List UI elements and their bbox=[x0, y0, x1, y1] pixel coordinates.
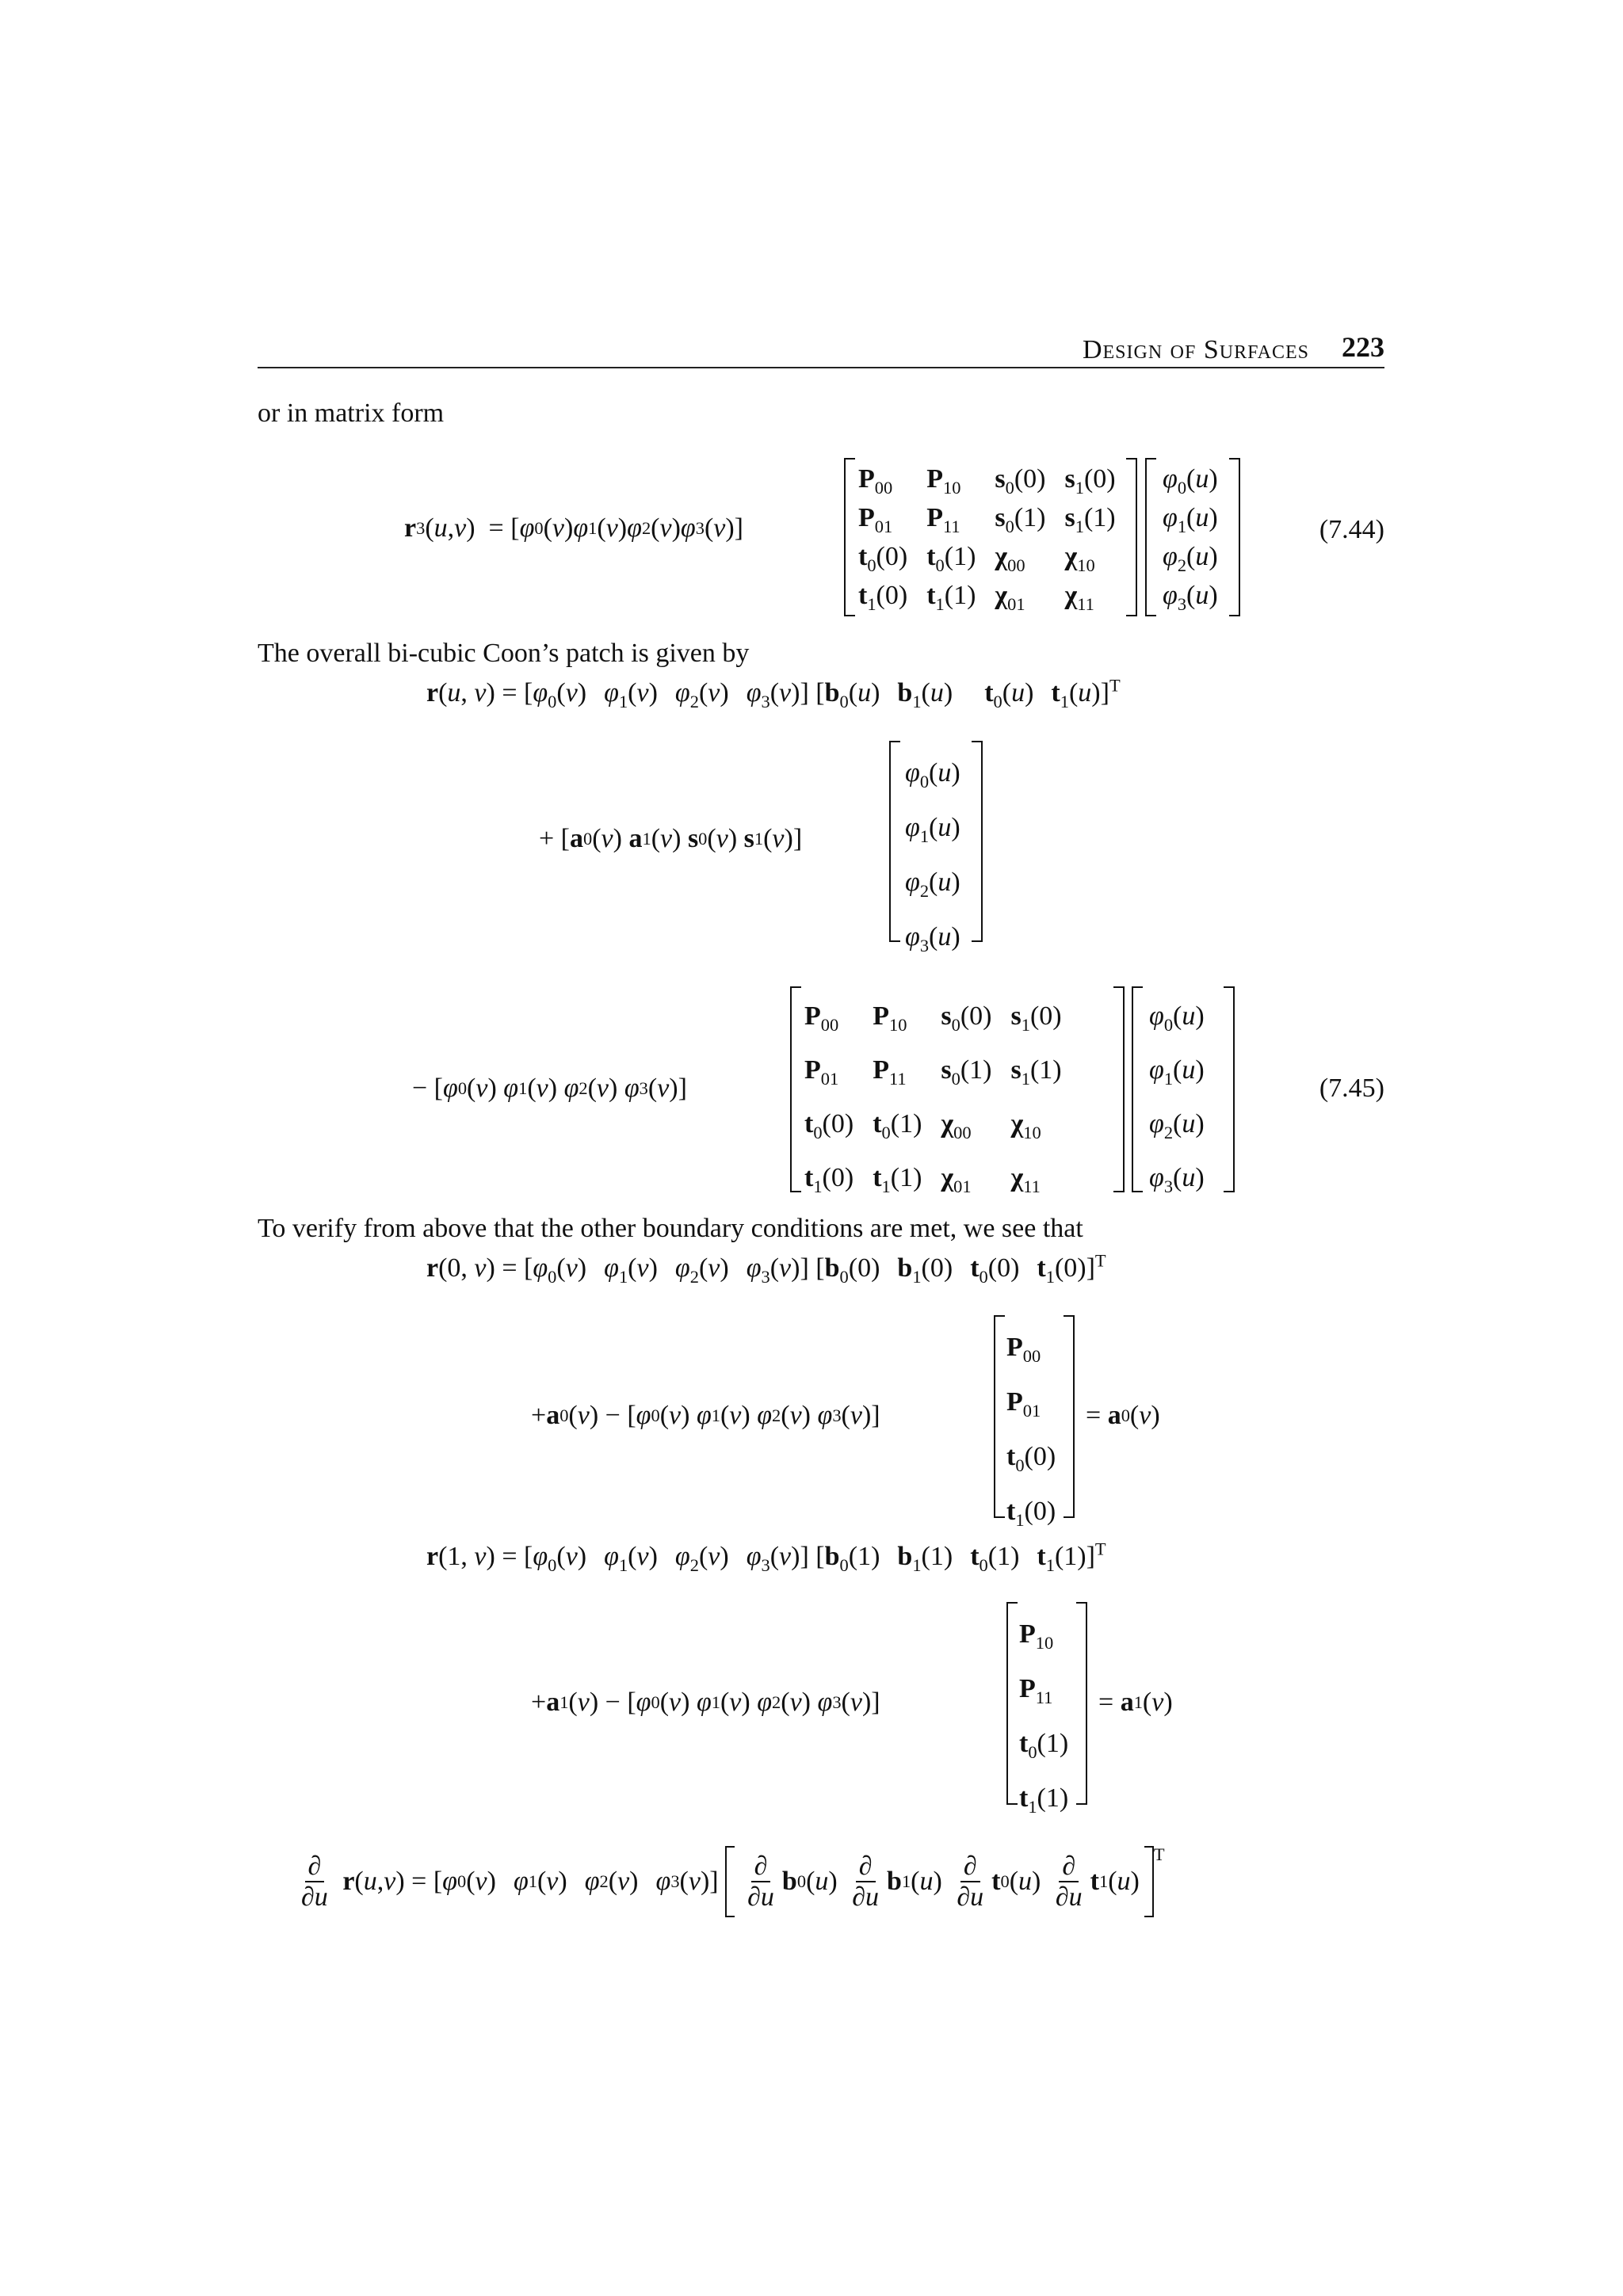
verify-intro: To verify from above that the other boundary conditions are met, we see that bbox=[258, 1214, 1083, 1243]
boundary-vector-u0: $P_{00}$ $P_{01}$ $t_0(0)$ $t_1(0)$ bbox=[994, 1315, 1075, 1518]
equation-r0v-line-1: r(0, $v) = [\varphi_0(v)$ $\varphi_1(v)$ $\varphi_2(v)$ $\varphi_3(v)$] [$b_0(0)$ $b_1(0)$ $t_0(0)$ $t_1(0)]^T$ bbox=[426, 1250, 1106, 1287]
running-title: Design of Surfaces bbox=[1082, 335, 1309, 364]
matrix-form-intro: or in matrix form bbox=[258, 399, 445, 428]
corner-matrix-744: $P_{00}$ $P_{10}$ $s_0(0)$ $s_1(0)$ $P_{01}$ $P_{11}$ $s_0(1)$ $s_1(1)$ $t_0(0)$ $t_0(1)$ $\chi_{00}$ $\chi_{10}$ $t_1(0)$ $t_1(1)$ $\chi_{01}$ $\chi_{11}$ bbox=[844, 458, 1137, 616]
corner-matrix-745: $P_{00}$ $P_{10}$ $s_0(0)$ $s_1(0)$ $P_{01}$ $P_{11}$ $s_0(1)$ $s_1(1)$ $t_0(0)$ $t_0(1)$ $\chi_{00}$ $\chi_{10}$ $t_1(0)$ $t_1(1)$ $\chi_{01}$ $\chi_{11}$ bbox=[790, 986, 1125, 1192]
running-header bbox=[258, 329, 1384, 368]
phi-u-vector-745a: $\varphi_0(u)$ $\varphi_1(u)$ $\varphi_2(u)$ $\varphi_3(u)$ bbox=[889, 741, 983, 942]
equation-r1v-line-2: + a 1 ( v ) − [ φ 0 ( v ) φ 1 ( v ) φ 2 ( v ) φ 3 ( v )] $P_{10}$ $P_{11}$ $t_0(1)$ $t_1(1)$ = a 1 ( v ) bbox=[531, 1602, 1212, 1805]
equation-number-745: (7.45) bbox=[1319, 1074, 1384, 1103]
equation-partial-u: $\frac{\partial}{\partial u}$ r ( u , v ) = [ φ 0 ( v ) φ 1 ( v ) φ 2 ( v ) φ 3 ( v )] $\frac{\partial}{\partial u}$ b 0 ( u ) $\frac{\partial}{\partial u}$ b 1 ( u ) $\frac{\partial}{\partial u}$ t 0 ( u ) $\frac{\partial}{\partial u}$ t 1 ( u ) $^T$ bbox=[293, 1846, 1165, 1917]
equation-r1v-line-1: r(1, $v) = [\varphi_0(v)$ $\varphi_1(v)$ $\varphi_2(v)$ $\varphi_3(v)$] [$b_0(1)$ $b_1(1)$ $t_0(1)$ $t_1(1)]^T$ bbox=[426, 1539, 1106, 1575]
equation-number-744: (7.44) bbox=[1319, 515, 1384, 544]
equation-7-45-line-3: − [ φ 0 ( v ) φ 1 ( v ) φ 2 ( v ) φ 3 ( v )] $P_{00}$ $P_{10}$ $s_0(0)$ $s_1(0)$ $P_{01}$ $P_{11}$ $s_0(1)$ $s_1(1)$ $t_0(0)$ $t_0(1)$ $\chi_{00}$ $\chi_{10}$ $t_1(0)$ $t_1(1)$ $\chi_{01}$ $\chi_{11}$ $\varphi_0(u)$ $\varphi_1(u)$ $\varphi_2(u)$ $\varphi_3(u)$ (7.45) bbox=[412, 986, 1384, 1192]
equation-7-45-line-2: + [ a 0 ( v ) a 1 ( v ) s 0 ( v ) s 1 ( v )] $\varphi_0(u)$ $\varphi_1(u)$ $\varphi_2(u)$ $\varphi_3(u)$ bbox=[539, 741, 983, 942]
equation-r0v-line-2: + a 0 ( v ) − [ φ 0 ( v ) φ 1 ( v ) φ 2 ( v ) φ 3 ( v )] $P_{00}$ $P_{01}$ $t_0(0)$ $t_1(0)$ = a 0 ( v ) bbox=[531, 1315, 1197, 1518]
page-number: 223 bbox=[1342, 331, 1384, 363]
equation-7-45-line-1: r(u, $v) = [\varphi_0(v)$ $\varphi_1(v)$ $\varphi_2(v)$ $\varphi_3(v)$] [$b_0(u)$ $b_1(u)$ $t_0(u)$ $t_1(u)]^T$ bbox=[426, 675, 1121, 711]
boundary-vector-u1: $P_{10}$ $P_{11}$ $t_0(1)$ $t_1(1)$ bbox=[1006, 1602, 1087, 1805]
equation-7-44: r 3 ( u , v ) = [ φ 0 ( v ) φ 1 ( v ) φ 2 ( v ) φ 3 ( v )] $P_{00}$ $P_{10}$ $s_0(0)$ $s_1(0)$ $P_{01}$ $P_{11}$ $s_0(1)$ $s_1(1)$ $t_0(0)$ $t_0(1)$ $\chi_{00}$ $\chi_{10}$ $t_1(0)$ $t_1(1)$ $\chi_{01}$ $\chi_{11}$ $\varphi_0(u)$ $\varphi_1(u)$ $\varphi_2(u)$ $\varphi_3(u)$ (7.44) bbox=[404, 458, 1384, 616]
phi-u-vector-744: $\varphi_0(u)$ $\varphi_1(u)$ $\varphi_2(u)$ $\varphi_3(u)$ bbox=[1145, 458, 1240, 616]
coons-intro: The overall bi-cubic Coon’s patch is given by bbox=[258, 639, 750, 668]
phi-u-vector-745b: $\varphi_0(u)$ $\varphi_1(u)$ $\varphi_2(u)$ $\varphi_3(u)$ bbox=[1132, 986, 1235, 1192]
